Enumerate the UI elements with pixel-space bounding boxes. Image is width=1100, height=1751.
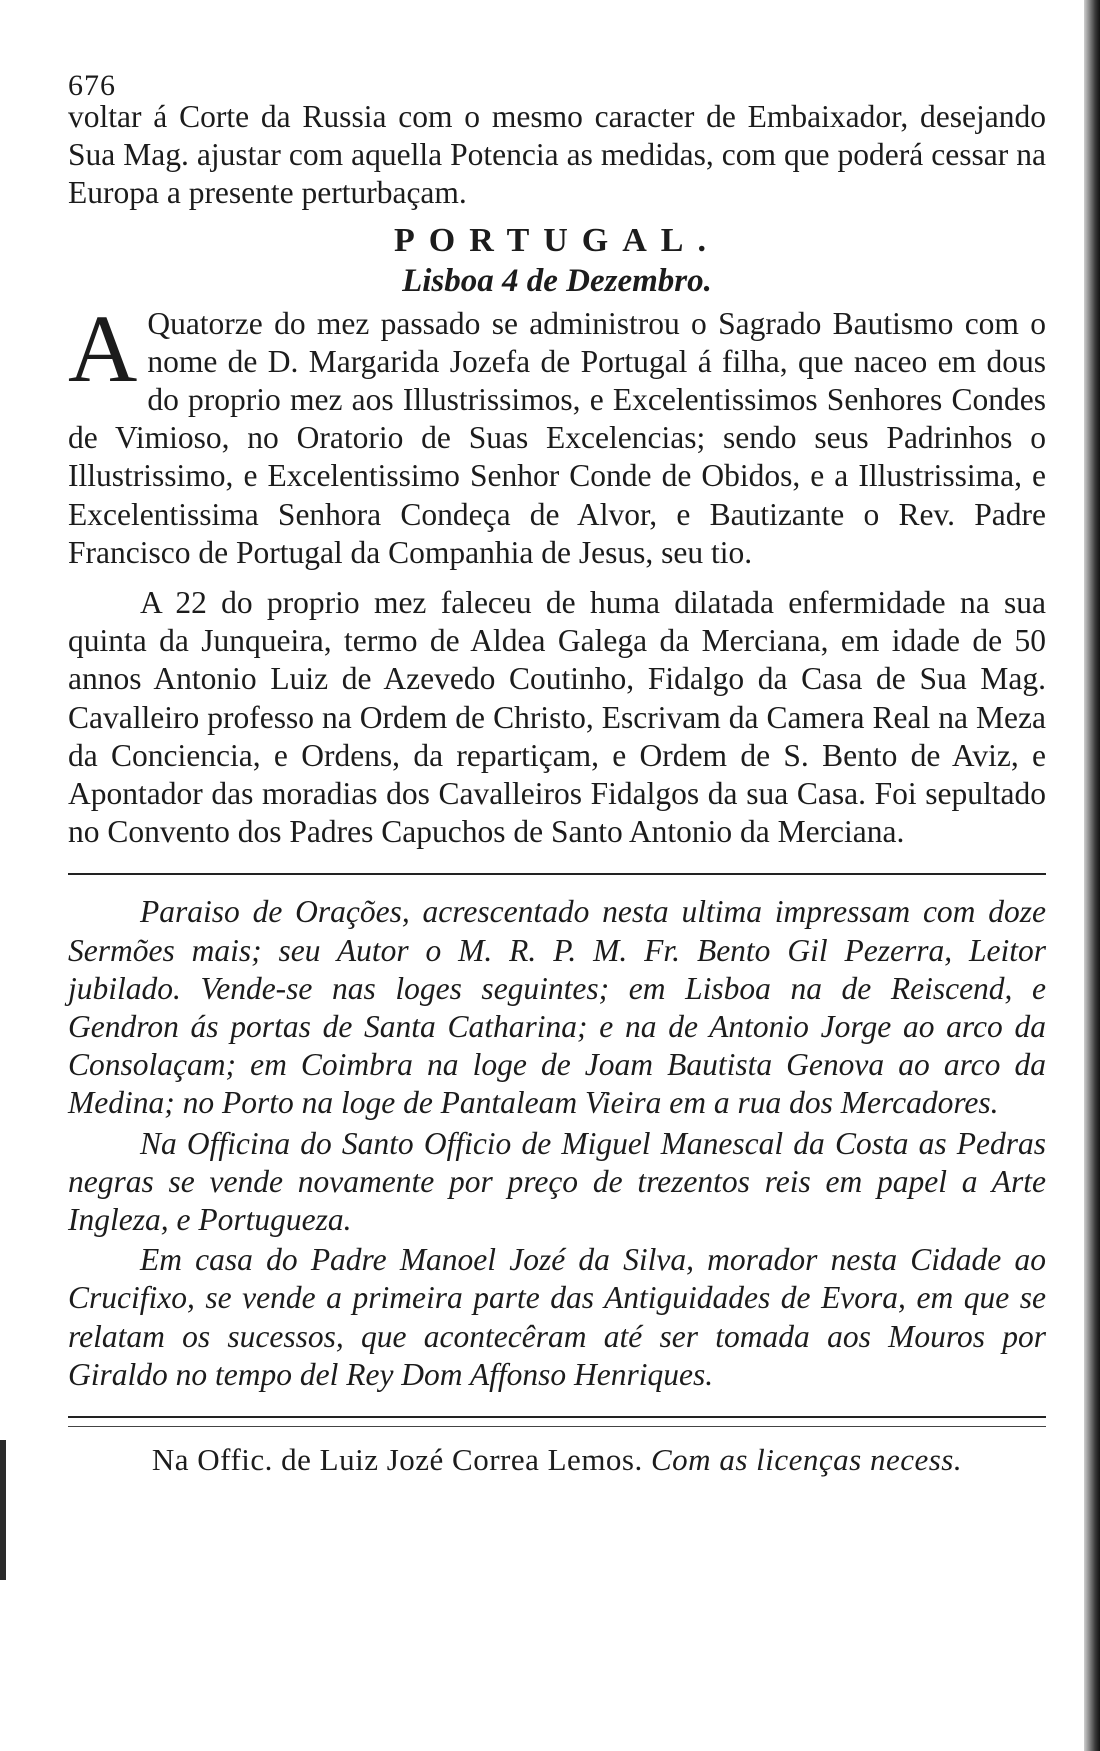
adverts-block <box>68 893 1046 1394</box>
section-divider <box>68 873 1046 875</box>
imprint-text: Na Offic. de Luiz Jozé Correa Lemos. <box>151 1442 643 1478</box>
news-paragraph-baptism-text: Quatorze do mez passado se administrou o Sagrado Bautismo com o nome de D. Margarida Jozefa de Portugal á filha, que naceo em dous do proprio mez aos Illustrissimos, e Excelentissimos Senhores Condes de Vimioso, no Oratorio de Suas Excelencias; sendo seus Padrinhos o Illustrissimo, e Excelentissimo Senhor Conde de Obidos, e a Illustrissima, e Excelentissima Senhora Condeça de Alvor, e Bautizante o Rev. Padre Francisco de Portugal da Companhia de Jesus, seu tio. <box>68 305 1046 570</box>
imprint-line <box>68 1441 1046 1479</box>
news-paragraph-baptism <box>68 294 1046 572</box>
footer-divider-top <box>68 1416 1046 1418</box>
page-edge-shadow <box>1084 0 1100 1751</box>
news-paragraph-obituary: A 22 do proprio mez faleceu de huma dilatada enfermidade na sua quinta da Junqueira, termo de Aldea Galega da Merciana, em idade de 50 annos Antonio Luiz de Azevedo Coutinho, Fidalgo da Casa de Sua Mag. Cavalleiro professo na Ordem de Christo, Escrivam da Camera Real na Meza da Conciencia, e Ordens, da repartiçam, e Ordem de S. Bento de Aviz, e Apontador das moradias dos Cavalleiros Fidalgos da sua Casa. Foi sepultado no Convento dos Padres Capuchos de Santo Antonio da Merciana. <box>68 585 1046 850</box>
advert-paragraph: Na Officina do Santo Officio de Miguel Manescal da Costa as Pedras negras se vende novamente por preço de trezentos reis em papel a Arte Ingleza, e Portugueza. <box>68 1125 1046 1238</box>
advert-paragraph: Paraiso de Orações, acrescentado nesta ultima impressam com doze Sermões mais; seu Autor o M. R. P. M. Fr. Bento Gil Pezerra, Leitor jubilado. Vende-se nas loges seguintes; em Lisboa na de Reiscend, e Gendron ás portas de Santa Catharina; e na de Antonio Jorge ao arco da Consolaçam; em Coimbra na loge de Joam Bautista Genova ao arco da Medina; no Porto na loge de Pantaleam Vieira em a rua dos Mercadores. <box>68 894 1046 1121</box>
gazette-page <box>68 70 1046 1479</box>
intro-paragraph: voltar á Corte da Russia com o mesmo caracter de Embaixador, desejando Sua Mag. ajustar com aquella Potencia as medidas, com que poderá cessar na Europa a presente perturbaçam. <box>68 99 1046 211</box>
footer-divider-bottom <box>68 1426 1046 1427</box>
page-number: 676 <box>68 69 116 102</box>
drop-cap: A <box>68 294 138 402</box>
dateline: Lisboa 4 de Dezembro. <box>402 262 712 299</box>
section-title: PORTUGAL. <box>394 221 720 259</box>
binding-mark <box>0 1440 6 1580</box>
advert-paragraph: Em casa do Padre Manoel Jozé da Silva, morador nesta Cidade ao Crucifixo, se vende a primeira parte das Antiguidades de Evora, em que se relatam os sucessos, que acontecêram até ser tomada aos Mouros por Giraldo no tempo del Rey Dom Affonso Henriques. <box>68 1242 1046 1392</box>
imprint-license: Com as licenças necess. <box>651 1442 963 1478</box>
